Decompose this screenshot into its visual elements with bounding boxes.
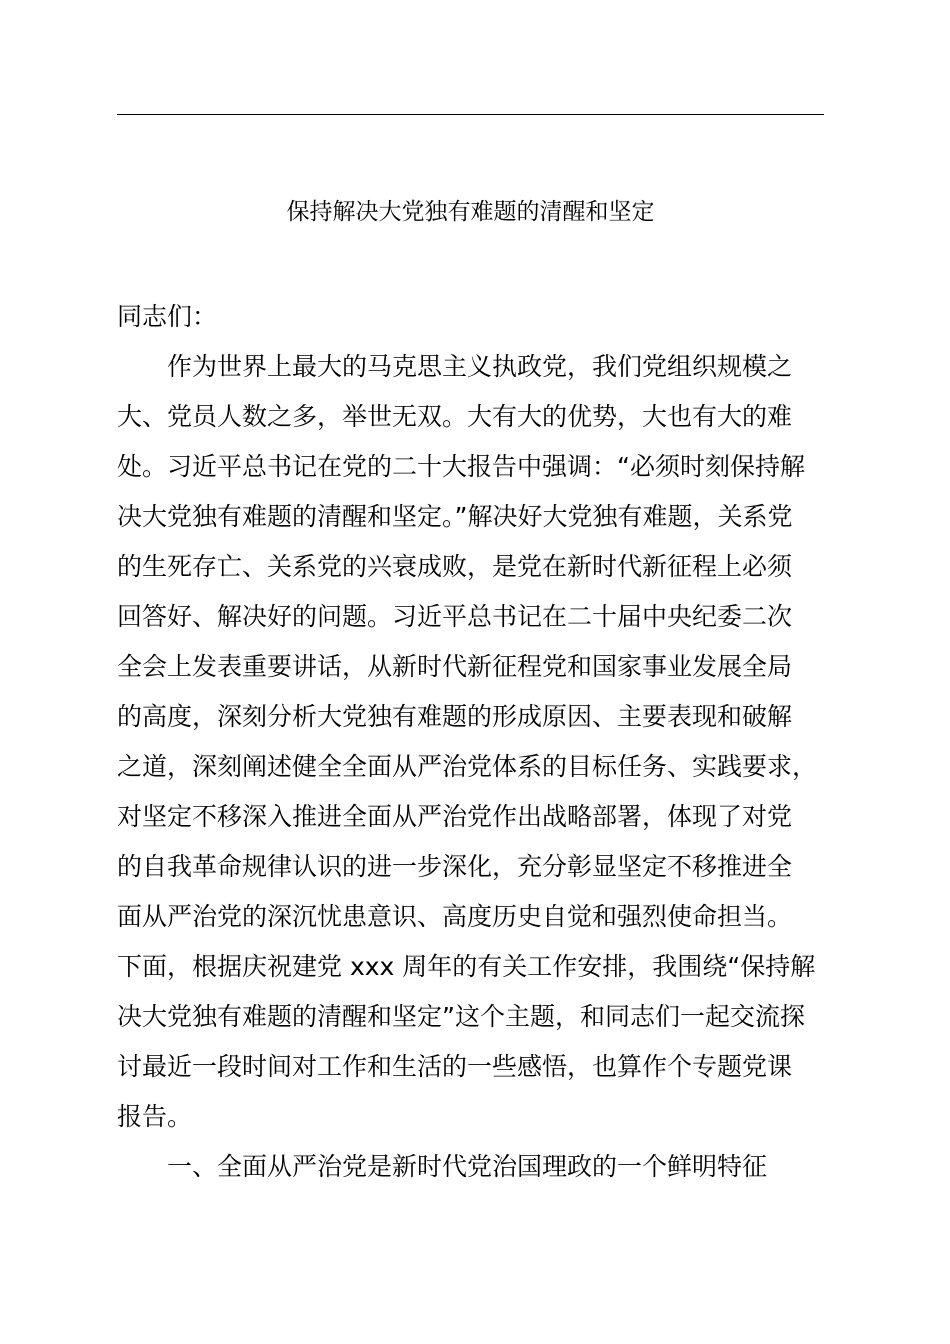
paragraph-line: 之道，深刻阐述健全全面从严治党体系的目标任务、实践要求， bbox=[117, 752, 818, 781]
paragraph-line: 面从严治党的深沉忧患意识、高度历史自觉和强烈使命担当。 bbox=[117, 902, 793, 931]
paragraph-line: 下面，根据庆祝建党 xxx 周年的有关工作安排，我围绕“保持解 bbox=[117, 952, 816, 981]
paragraph-1 bbox=[117, 342, 837, 1142]
paragraph-line: 作为世界上最大的马克思主义执政党，我们党组织规模之 bbox=[167, 352, 793, 381]
paragraph-line: 决大党独有难题的清醒和坚定”这个主题，和同志们一起交流探 bbox=[117, 1002, 805, 1031]
paragraph-line: 的自我革命规律认识的进一步深化，充分彰显坚定不移推进全 bbox=[117, 852, 793, 881]
paragraph-line: 决大党独有难题的清醒和坚定。”解决好大党独有难题，关系党 bbox=[117, 502, 793, 531]
paragraph-line: 全会上发表重要讲话，从新时代新征程党和国家事业发展全局 bbox=[117, 652, 793, 681]
paragraph-line: 对坚定不移深入推进全面从严治党作出战略部署，体现了对党 bbox=[117, 802, 793, 831]
section-1-heading bbox=[117, 1142, 837, 1192]
paragraph-line: 报告。 bbox=[117, 1102, 193, 1131]
paragraph-line: 的生死存亡、关系党的兴衰成败，是党在新时代新征程上必须 bbox=[117, 552, 793, 581]
paragraph-line: 处。习近平总书记在党的二十大报告中强调：“必须时刻保持解 bbox=[117, 452, 805, 481]
salutation: 同志们： bbox=[117, 302, 218, 331]
header-rule bbox=[117, 114, 824, 115]
paragraph-line: 大、党员人数之多，举世无双。大有大的优势，大也有大的难 bbox=[117, 402, 793, 431]
paragraph-line: 回答好、解决好的问题。习近平总书记在二十届中央纪委二次 bbox=[117, 602, 793, 631]
paragraph-line: 讨最近一段时间对工作和生活的一些感悟，也算作个专题党课 bbox=[117, 1052, 793, 1081]
section-heading-text: 一、全面从严治党是新时代党治国理政的一个鲜明特征 bbox=[167, 1152, 768, 1181]
document-title: 保持解决大党独有难题的清醒和坚定 bbox=[286, 199, 655, 225]
document-body bbox=[117, 292, 837, 1192]
paragraph-line: 的高度，深刻分析大党独有难题的形成原因、主要表现和破解 bbox=[117, 702, 793, 731]
